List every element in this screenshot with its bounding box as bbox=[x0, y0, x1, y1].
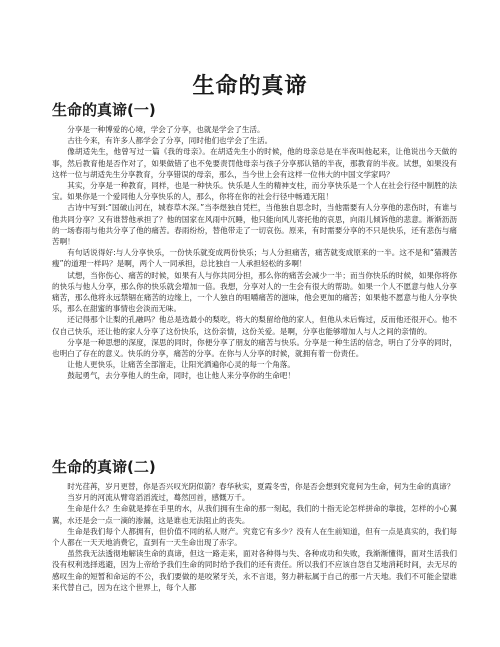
paragraph: 有句话说得好:与人分享快乐，一份快乐就变成两份快乐；与人分担痛苦，痛苦就变成原来的一半。这不是和“猫溅苦瘦”的道理一样吗？是啊，两个人一同承担，总比独自一人承担轻松的多啊！ bbox=[52, 248, 457, 269]
paragraph: 虽然我无法透彻地解读生命的真谛，但这一路走来，面对各种得与失、各种成功和失败，我渐渐懂得，面对生活我们没有权利选择逃避，因为上帝给予我们生命的同时给予我们的还有责任。所以我们不应该自怨自艾地消耗时间，去无尽的感叹生命的短暂和命运的不公，我们要做的是咬紧牙关，永不言退，努力耕耘属于自己的那一片天地。我们不可能企望谁来代替自己，因为在这个世界上，每个人都 bbox=[52, 549, 457, 592]
section-heading-1: 生命的真谛(一) bbox=[52, 101, 156, 119]
paragraph: 时光荏苒，岁月更替，你是否兴叹光阴似箭？春华秋实，夏霞冬雪，你是否会想到究竟何为生命，何为生命的真谛？ bbox=[67, 482, 455, 491]
paragraph: 像胡适先生，他曾写过一篇《我的母亲》。在胡适先生小的时候，他的母亲总是在半夜叫他起来，让他说出今天做的事，然后教育他是否作对了，如果做错了也不免要责罚他母亲与孩子分享那认错的半夜，那教育的半夜。试想，如果没有这样一位与胡适先生分享教育，分享错误的母亲，那么，当今世上会有这样一位伟大的中国文学家吗？ bbox=[52, 147, 457, 179]
paragraph: 还记得那个让梨的孔融吗？他总是选最小的梨吃，将大的梨留给他的家人，但他从未后悔过，反而他还很开心。他不仅自己快乐，还让他的家人分享了这份快乐，这份亲情，这份关爱。是啊，分享也能够增加人与人之间的亲情的。 bbox=[52, 315, 457, 336]
paragraph: 分享是一种思想的深度，深思的同时，你便分享了朋友的痛苦与快乐。分享是一种生活的信念，明白了分享的同时，也明白了存在的意义。快乐的分享，痛苦的分享。在你与人分享的时候，就拥有着一份责任。 bbox=[52, 337, 457, 359]
document-title: 生命的真谛 bbox=[192, 74, 308, 99]
section-body-2 bbox=[52, 481, 457, 633]
paragraph: 生命是我们每个人都拥有，但价值不同的私人财产。究竟它有多少？没有人在生前知道，但有一点是真实的，我们每个人都在一天天地消费它，直到有一天生命出现了赤字。 bbox=[52, 526, 457, 548]
paragraph: 鼓起勇气，去分享他人的生命，同时，也让他人来分享你的生命吧！ bbox=[67, 371, 295, 381]
paragraph: 古往今来，有许多人都学会了分享，同时他们也学会了生活。 bbox=[67, 136, 273, 146]
paragraph: 让他人更快乐，让痛苦全部溜走，让阳光洒遍你心灵的每一个角落。 bbox=[67, 360, 295, 370]
paragraph: 生命是什么？生命就是捧在手里的水，从我们拥有生命的那一刻起，我们的十指无论怎样拼命的靠拢，怎样的小心翼翼，水还是会一点一滴的渗漏，这是谁也无法阻止的丧失。 bbox=[52, 504, 457, 525]
section-body-1 bbox=[52, 124, 457, 458]
paragraph: 分享是一种博爱的心境，学会了分享，也就是学会了生活。 bbox=[67, 125, 265, 134]
paragraph: 当岁月的河流从臂弯滔滔流过，蓦然回首，感慨万千。 bbox=[67, 493, 250, 503]
paragraph: 古诗中写到:“国破山河在，城春草木深。”当李煜独自凭栏，当他独自思念时，当他需要有人分享他的悲伤时，有谁与他共同分享？又有谁替他承担了？他的国家在风雨中沉睡，他只能向风儿寄托他的哀思，向雨儿倾诉他的悲意。渐渐沥沥的一场春雨与他共分享了他的痛苦。春雨纷纷，替他带走了一切哀伤。原来，有时需要分享的不只是快乐，还有悲伤与痛苦啊！ bbox=[52, 203, 457, 247]
paragraph: 其实，分享是一种教育，同样，也是一种快乐。快乐是人生的精神支柱，而分享快乐是一个人在社会行径中制胜的法宝。如果你是一个爱同他人分享快乐的人，那么，你将在你的社会行径中畅通无阻！ bbox=[52, 181, 457, 202]
section-heading-2: 生命的真谛(二) bbox=[52, 458, 156, 476]
paragraph: 试想，当你伤心、痛苦的时候，如果有人与你共同分担，那么你的痛苦会减少一半；而当你快乐的时候，如果你将你的快乐与他人分享，那么你的快乐就会增加一倍。我想，分享对人的一生会有很大的帮助。如果一个人不愿意与他人分享痛苦，那么他将永远禁锢在痛苦的边缘上，一个人独自的咀嚼痛苦的滋味，他会更加的痛苦；如果他不愿意与他人分享快乐，那么在甜蜜的事情也会淡而无味。 bbox=[52, 270, 457, 314]
